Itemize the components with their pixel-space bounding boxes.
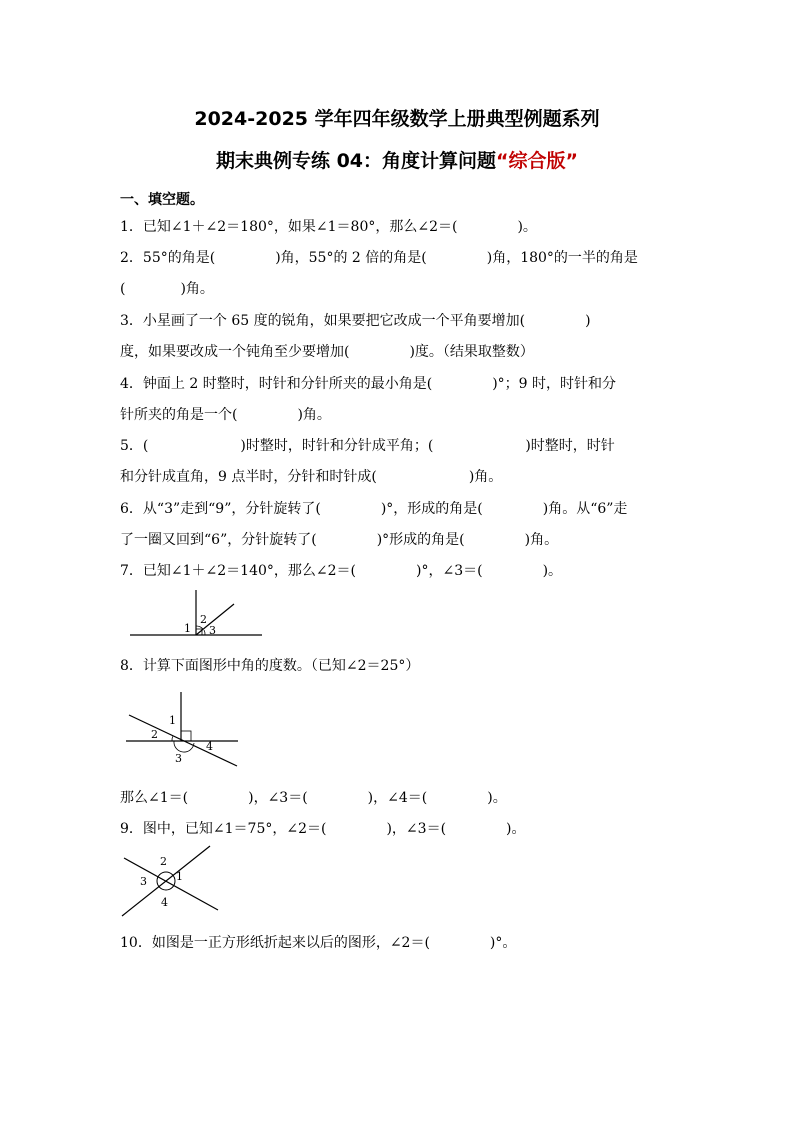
angle-label-2: 2 — [160, 855, 167, 868]
figure-q7 — [128, 588, 268, 640]
question-4-line-1: 4．钟面上 2 时整时，时针和分针所夹的最小角是( )°；9 时，时针和分 — [120, 376, 617, 392]
question-9: 9．图中，已知∠1＝75°，∠2＝( )，∠3＝( )。 — [120, 821, 526, 837]
question-6-line-2: 了一圈又回到“6”，分针旋转了( )°形成的角是( )角。 — [120, 532, 559, 548]
angle-label-3: 3 — [175, 752, 182, 765]
section-heading: 一、填空题。 — [120, 192, 204, 208]
question-4-line-2: 针所夹的角是一个( )角。 — [120, 407, 331, 423]
figure-q9 — [118, 842, 222, 920]
question-2-line-1: 2．55°的角是( )角，55°的 2 倍的角是( )角，180°的一半的角是 — [120, 250, 638, 266]
subtitle-main: 期末典例专练 04：角度计算问题 — [215, 150, 497, 172]
figure-q8 — [124, 690, 242, 770]
question-7: 7．已知∠1＋∠2＝140°，那么∠2＝( )°，∠3＝( )。 — [120, 563, 563, 579]
question-2-line-2: ( )角。 — [120, 281, 214, 297]
subtitle-highlight: “综合版” — [496, 150, 579, 172]
question-3-line-2: 度，如果要改成一个钝角至少要增加( )度。（结果取整数） — [120, 344, 534, 360]
angle-label-1: 1 — [184, 622, 191, 635]
question-10: 10．如图是一正方形纸折起来以后的图形，∠2＝( )°。 — [120, 935, 517, 951]
question-5-line-2: 和分针成直角，9 点半时，分针和时针成( )角。 — [120, 469, 503, 485]
document-title: 2024-2025 学年四年级数学上册典型例题系列 — [194, 108, 600, 130]
question-5-line-1: 5．( )时整时，时针和分针成平角；( )时整时，时针 — [120, 438, 615, 454]
question-3-line-1: 3．小星画了一个 65 度的锐角，如果要把它改成一个平角要增加( ) — [120, 313, 591, 329]
angle-label-1: 1 — [169, 714, 176, 727]
question-8: 8．计算下面图形中角的度数。（已知∠2＝25°） — [120, 658, 420, 674]
angle-label-3: 3 — [209, 624, 216, 637]
angle-label-4: 4 — [206, 740, 213, 753]
angle-label-3: 3 — [140, 875, 147, 888]
document-subtitle — [0, 146, 794, 173]
angle-label-2: 2 — [200, 613, 207, 626]
angle-label-2: 2 — [151, 728, 158, 741]
question-1: 1．已知∠1＋∠2＝180°，如果∠1＝80°，那么∠2＝( )。 — [120, 219, 537, 235]
angle-label-4: 4 — [161, 896, 168, 909]
question-8-answers: 那么∠1＝( )，∠3＝( )，∠4＝( )。 — [120, 790, 507, 806]
question-6-line-1: 6．从“3”走到“9”，分针旋转了( )°，形成的角是( )角。从“6”走 — [120, 501, 628, 517]
angle-label-1: 1 — [176, 870, 183, 883]
